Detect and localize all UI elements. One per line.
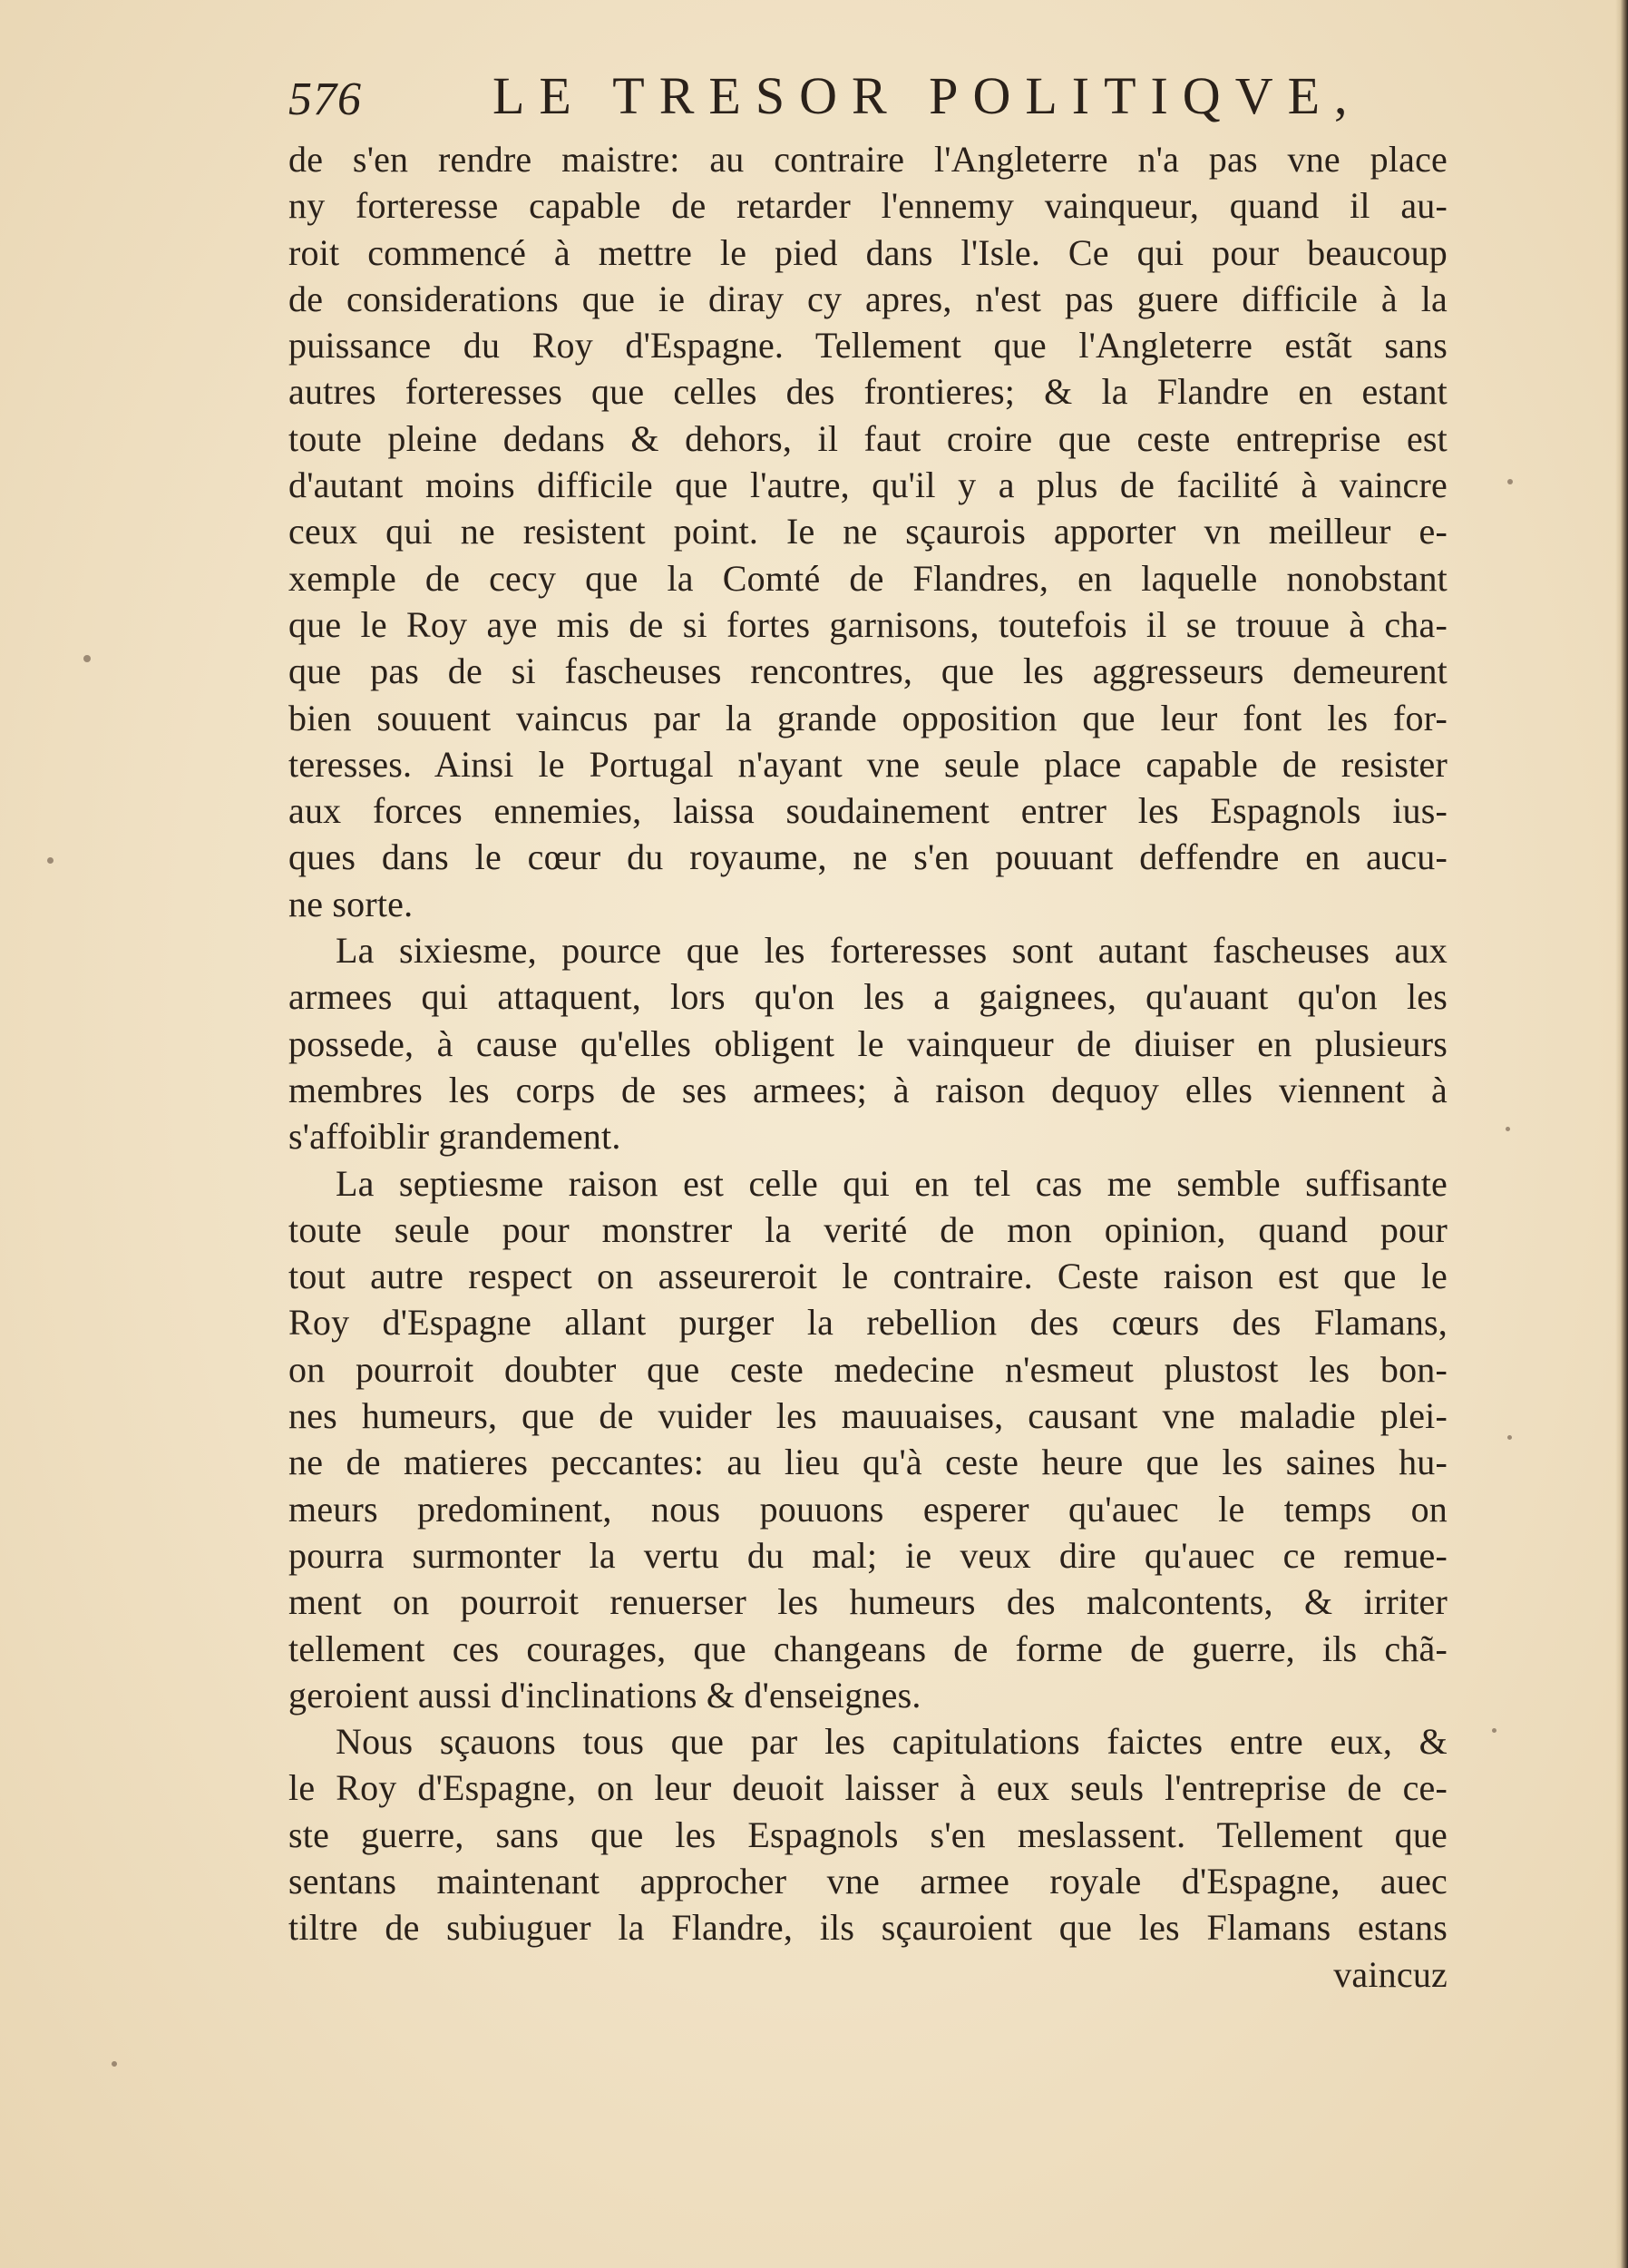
- text-line: possede, à cause qu'elles obligent le vainqueur de diuiser en plusieurs: [288, 1022, 1448, 1064]
- text-line: nes humeurs, que de vuider les mauuaises, causant vne maladie plei-: [288, 1395, 1448, 1437]
- text-line: xemple de cecy que la Comté de Flandres, en laquelle nonobstant: [288, 557, 1448, 599]
- text-line: pourra surmonter la vertu du mal; ie veux dire qu'auec ce remue-: [288, 1534, 1448, 1576]
- text-line: teresses. Ainsi le Portugal n'ayant vne seule place capable de resister: [288, 743, 1448, 785]
- ink-speck: [1507, 1435, 1512, 1440]
- text-line: autres forteresses que celles des frontieres; & la Flandre en estant: [288, 371, 1448, 413]
- text-line: tout autre respect on asseureroit le contraire. Ceste raison est que le: [288, 1256, 1448, 1297]
- ink-speck: [1506, 1127, 1510, 1131]
- ink-speck: [47, 857, 54, 864]
- text-line: ceux qui ne resistent point. Ie ne sçaurois apporter vn meilleur e-: [288, 511, 1448, 552]
- text-line: ne de matieres peccantes: au lieu qu'à ceste heure que les saines hu-: [288, 1442, 1448, 1483]
- text-line: le Roy d'Espagne, on leur deuoit laisser à eux seuls l'entreprise de ce-: [288, 1767, 1448, 1809]
- text-line: ment on pourroit renuerser les humeurs des malcontents, & irriter: [288, 1581, 1448, 1623]
- paragraph-start-line: Nous sçauons tous que par les capitulations faictes entre eux, &: [336, 1721, 1448, 1763]
- body-text: [288, 136, 1448, 1998]
- text-line: armees qui attaquent, lors qu'on les a gaignees, qu'auant qu'on les: [288, 976, 1448, 1018]
- book-gutter-edge: [1615, 0, 1628, 2268]
- text-line: sentans maintenant approcher vne armee royale d'Espagne, auec: [288, 1860, 1448, 1901]
- text-line: meurs predominent, nous pouuons esperer qu'auec le temps on: [288, 1488, 1448, 1530]
- text-line: tellement ces courages, que changeans de forme de guerre, ils chã-: [288, 1628, 1448, 1669]
- text-line: ne sorte.: [288, 883, 414, 924]
- text-line: ny forteresse capable de retarder l'ennemy vainqueur, quand il au-: [288, 185, 1448, 227]
- catchword: vaincuz: [1333, 1953, 1448, 1995]
- text-line: roit commencé à mettre le pied dans l'Isle. Ce qui pour beaucoup: [288, 231, 1448, 273]
- text-line: ques dans le cœur du royaume, ne s'en pouuant deffendre en aucu-: [288, 836, 1448, 878]
- page-number: 576: [288, 73, 362, 125]
- text-line: de considerations que ie diray cy apres, n'est pas guere difficile à la: [288, 278, 1448, 319]
- text-line: bien souuent vaincus par la grande opposition que leur font les for-: [288, 697, 1448, 738]
- ink-speck: [112, 2061, 117, 2067]
- text-line: membres les corps de ses armees; à raison dequoy elles viennent à: [288, 1069, 1448, 1110]
- paragraph-start-line: La septiesme raison est celle qui en tel cas me semble suffisante: [336, 1162, 1448, 1204]
- text-line: on pourroit doubter que ceste medecine n'esmeut plustost les bon-: [288, 1348, 1448, 1390]
- running-title: LE TRESOR POLITIQVE,: [492, 66, 1362, 125]
- text-line: Roy d'Espagne allant purger la rebellion des cœurs des Flamans,: [288, 1302, 1448, 1344]
- text-line: d'autant moins difficile que l'autre, qu'il y a plus de facilité à vaincre: [288, 464, 1448, 506]
- page-header: [288, 65, 1362, 138]
- text-line: geroient aussi d'inclinations & d'enseignes.: [288, 1674, 921, 1716]
- ink-speck: [1492, 1728, 1496, 1733]
- text-line: que pas de si fascheuses rencontres, que les aggresseurs demeurent: [288, 650, 1448, 692]
- text-line: toute pleine dedans & dehors, il faut croire que ceste entreprise est: [288, 417, 1448, 459]
- text-line: s'affoiblir grandement.: [288, 1116, 621, 1158]
- text-line: puissance du Roy d'Espagne. Tellement que l'Angleterre estãt sans: [288, 325, 1448, 367]
- text-line: ste guerre, sans que les Espagnols s'en meslassent. Tellement que: [288, 1813, 1448, 1855]
- text-line: que le Roy aye mis de si fortes garnisons, toutefois il se trouue à cha-: [288, 603, 1448, 645]
- text-line: toute seule pour monstrer la verité de mon opinion, quand pour: [288, 1208, 1448, 1250]
- text-line: aux forces ennemies, laissa soudainement entrer les Espagnols ius-: [288, 790, 1448, 832]
- paragraph-start-line: La sixiesme, pource que les forteresses sont autant fascheuses aux: [336, 930, 1448, 972]
- ink-speck: [1507, 479, 1513, 484]
- text-line: tiltre de subiuguer la Flandre, ils sçauroient que les Flamans estans: [288, 1907, 1448, 1949]
- ink-speck: [83, 655, 91, 662]
- text-line: de s'en rendre maistre: au contraire l'Angleterre n'a pas vne place: [288, 139, 1448, 180]
